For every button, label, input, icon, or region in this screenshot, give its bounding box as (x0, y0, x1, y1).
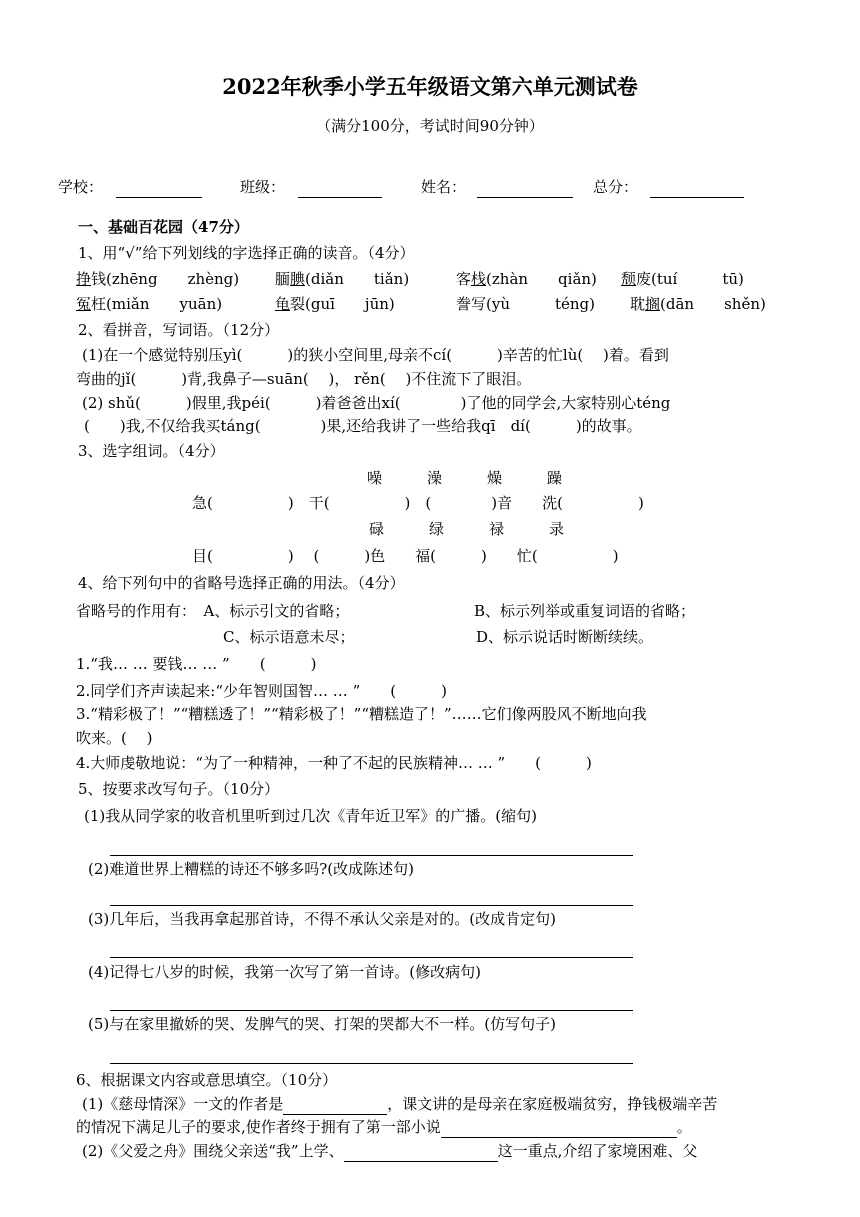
pinyin-item: 客栈(zhàn qiǎn) (456, 270, 597, 288)
answer-line[interactable] (110, 855, 633, 856)
total-label: 总分： (593, 178, 639, 196)
question-text: 弯曲的jǐ( )背,我鼻子—suān( )， rěn( )不住流下了眼泪。 (76, 370, 532, 388)
pinyin-item: 挣钱(zhēng zhèng) (76, 270, 240, 288)
question-heading: 5、按要求改写句子。（10分） (78, 780, 280, 798)
school-label: 学校： (58, 178, 104, 196)
option-c: C、标示语意未尽； (223, 628, 355, 646)
question-text: (5)与在家里撤娇的哭、发脾气的哭、打架的哭都大不一样。(仿写句子) (88, 1015, 556, 1033)
question-text: 3.“精彩极了！”“糟糕透了！”“精彩极了！”“糟糕造了！”……它们像两股风不断地向我 (76, 705, 647, 723)
option-d: D、标示说话时断断续续。 (476, 628, 654, 646)
question-heading: 6、根据课文内容或意思填空。（10分） (76, 1071, 338, 1089)
fill-line: (2)《父爱之舟》围绕父亲送“我”上学、 这一重点,介绍了家境困难、父 (82, 1142, 698, 1160)
question-text: 1.“我… … 要钱… … ” ( ) (76, 655, 317, 673)
name-label: 姓名： (421, 178, 467, 196)
question-text: (1)在一个感觉特别压yì( )的狭小空间里,母亲不cí( )辛苦的忙lù( )着。看到 (82, 346, 669, 364)
question-text: 2.同学们齐声读起来:“少年智则国智… … ” ( ) (76, 682, 447, 700)
answer-line[interactable] (110, 957, 633, 958)
question-text: (2) shǔ( )假里,我péi( )着爸爸出xí( )了他的同学会,大家特别心téng (82, 394, 671, 412)
pinyin-item: 冤枉(miǎn yuān) (76, 295, 223, 313)
char-options: 噪 澡 燥 躁 (367, 469, 563, 487)
word-blanks: 目( ) ( )色 福( ) 忙( ) (192, 547, 619, 565)
char-options: 碌 绿 禄 录 (369, 520, 565, 538)
word-blanks: 急( ) 干( ) ( )音 洗( ) (192, 494, 644, 512)
page-subtitle: （满分100分，考试时间90分钟） (316, 117, 544, 135)
option-b: B、标示列举或重复词语的省略； (474, 602, 696, 620)
question-heading: 3、选字组词。（4分） (78, 442, 225, 460)
fill-blank[interactable] (441, 1121, 677, 1138)
section-heading: 一、基础百花园（47分） (78, 218, 249, 236)
fill-blank[interactable] (283, 1098, 387, 1115)
question-heading: 4、给下列句中的省略号选择正确的用法。（4分） (78, 574, 405, 592)
option-a: 省略号的作用有： A、标示引文的省略； (76, 602, 350, 620)
question-text: (4)记得七八岁的时候，我第一次写了第一首诗。(修改病句) (88, 963, 481, 981)
question-text: (2)难道世界上糟糕的诗还不够多吗?(改成陈述句) (88, 860, 414, 878)
question-text: 4.大师虔敬地说：“为了一种精神，一种了不起的民族精神… … ” ( ) (76, 754, 592, 772)
page-title: 2022年秋季小学五年级语文第六单元测试卷 (222, 74, 638, 99)
question-heading: 1、用“√”给下列划线的字选择正确的读音。（4分） (78, 244, 415, 262)
answer-line[interactable] (110, 905, 633, 906)
pinyin-item: 龟裂(guī jūn) (275, 295, 395, 313)
class-field[interactable] (298, 181, 382, 198)
pinyin-item: 耽搁(dān shěn) (630, 295, 766, 313)
pinyin-item: 腼腆(diǎn tiǎn) (275, 270, 410, 288)
class-label: 班级： (240, 178, 286, 196)
pinyin-item: 颓废(tuí tū) (621, 270, 744, 288)
pinyin-item: 誊写(yù téng) (456, 295, 596, 313)
question-text: 吹来。( ) (76, 729, 153, 747)
question-heading: 2、看拼音，写词语。（12分） (78, 321, 280, 339)
school-field[interactable] (116, 181, 202, 198)
name-field[interactable] (477, 181, 573, 198)
fill-blank[interactable] (344, 1145, 498, 1162)
total-field[interactable] (650, 181, 744, 198)
answer-line[interactable] (110, 1063, 633, 1064)
question-text: (3)几年后，当我再拿起那首诗，不得不承认父亲是对的。(改成肯定句) (88, 910, 556, 928)
question-text: ( )我,不仅给我买táng( )果,还给我讲了一些给我qī dí( )的故事。 (84, 417, 642, 435)
fill-line: (1)《慈母情深》一文的作者是 ，课文讲的是母亲在家庭极端贫穷，挣钱极端辛苦 (82, 1095, 718, 1113)
fill-line: 的情况下满足儿子的要求,使作者终于拥有了第一部小说 。 (76, 1118, 692, 1136)
answer-line[interactable] (110, 1010, 633, 1011)
question-text: (1)我从同学家的收音机里听到过几次《青年近卫军》的广播。(缩句) (84, 807, 537, 825)
